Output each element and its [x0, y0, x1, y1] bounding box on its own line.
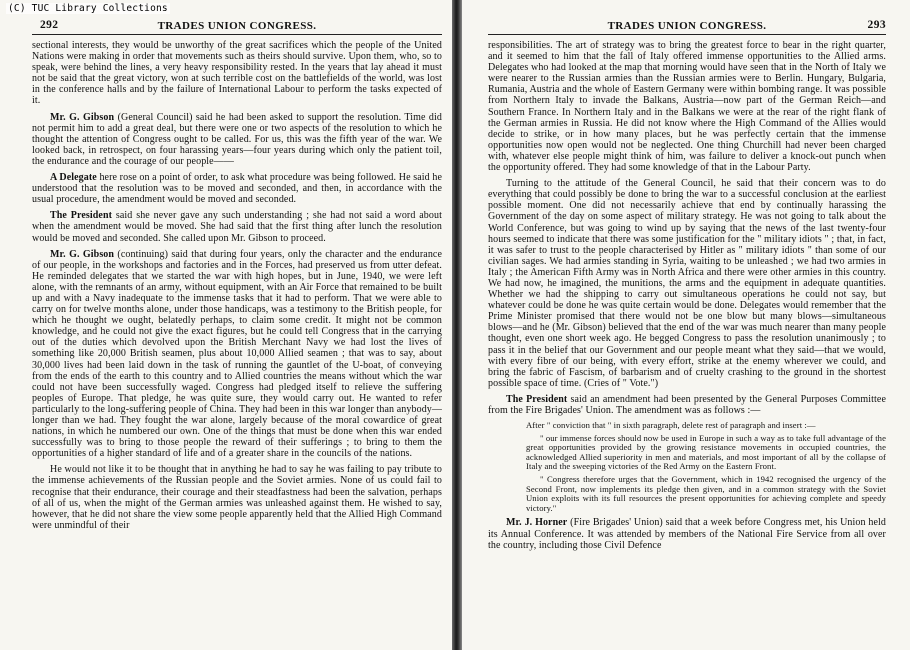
paragraph [32, 249, 442, 460]
left-page [0, 0, 452, 650]
paragraph-text: sectional interests, they would be unworthy of the great sacrifices which the people of the United Nations were making in order that movements such as theirs should survive. Upon them, who, so to speak, were behind the lines, a very heavy responsibility rested. In the years that lay ahead it must not be said that the great victory, won at such terrible cost on the battlefields of the world, was lost in the conference halls and by the failure of International Labour to perform the tasks expected of it. [32, 40, 442, 107]
paragraph [488, 178, 886, 389]
left-running-head: TRADES UNION CONGRESS. [157, 20, 317, 32]
speaker-name: A Delegate [50, 172, 97, 184]
paragraph [32, 464, 442, 531]
book-gutter [452, 0, 462, 650]
paragraph [32, 40, 442, 107]
left-page-body [32, 40, 442, 531]
paragraph-text: He would not like it to be thought that in anything he had to say he was failing to pay tribute to the immense achievements of the Russian people and the Soviet armies. None of us could fail to recognise that their endurance, their courage and their steadfastness had been the salvation, perhaps of all of us, when the might of the German armies was unleashed against them. He wished to say, however, that he did not share the view some people apparently held that the Allied High Command were unmindful of their [32, 464, 442, 531]
amendment-paragraph: " our immense forces should now be used in Europe in such a way as to take full advantage of the great opportunities provided by the growing resistance movements in occupied countries, the acknowledged Allied superiority in men and materials, and most important of all by the collapse of Italy and the sweeping victories of the Red Army on the Eastern Front. [526, 432, 886, 472]
paragraph-text: said she never gave any such understanding ; she had not said a word about when the amendment would be moved. She had said that the first thing after lunch the resolution would be moved and seconded. She called upon Mr. Gibson to proceed. [32, 210, 442, 244]
right-page-header [488, 14, 886, 35]
paragraph [32, 172, 442, 205]
right-page-number: 293 [867, 19, 886, 31]
copyright-watermark: (C) TUC Library Collections [8, 3, 168, 14]
paragraph-text: (General Council) said he had been asked to support the resolution. Time did not permit him to add a great deal, but there were one or two aspects of the resolution to which he thought the attention of Congress ought to be called. For us, this was the fifth year of the war. We looked back, in retrospect, on four harassing years—four years during which only the patient toil, the endurance and the courage of our people—— [32, 111, 442, 167]
paragraph [488, 517, 886, 550]
right-page-body [488, 40, 886, 416]
paragraph [32, 210, 442, 243]
left-page-header [32, 14, 442, 35]
speaker-name: Mr. G. Gibson [50, 248, 115, 260]
paragraph-text: here rose on a point of order, to ask what procedure was being followed. He said he understood that the resolution was to be moved and seconded, and then, in accordance with the usual procedure, the amendment would be moved and seconded. [32, 172, 442, 206]
speaker-name: Mr. J. Horner [506, 517, 568, 529]
paragraph [488, 394, 886, 416]
speaker-name: The President [506, 393, 568, 405]
right-running-head: TRADES UNION CONGRESS. [607, 20, 767, 32]
paragraph [32, 112, 442, 167]
amendment-text [526, 421, 886, 513]
speaker-name: The President [50, 210, 113, 222]
left-page-number: 292 [40, 19, 59, 31]
amendment-paragraph: After " conviction that " in sixth paragraph, delete rest of paragraph and insert :— [526, 420, 816, 431]
paragraph-text: (continuing) said that during four years, only the character and the endurance of our people, in the workshops and factories and in the Forces, had preserved us from utter defeat. He reminded delegates that we started the war with high hopes, but in June, 1940, we were left alone, with the remnants of an army, without equipment, with an Air Force that remained to be built up and with a Navy inadequate to the immense tasks that it had to perform. That we were able to carry on for twelve months alone, under those handicaps, was a testimony to the British people, for which he thought we ought, belatedly perhaps, to claim some credit. It might not be common knowledge, and he could not give the exact figures, but he could tell Congress that in the carrying out of the duties which devolved upon the British Merchant Navy we had lost the lives of something like 20,000 British seamen, plus about 10,000 Allied seamen ; that was to say, about 30,000 lives had been laid down in the task of running the gauntlet of the U-boat, of conveying from the ends of the earth to this country and to Allied countries the means without which the war could not have been successfully waged. Congress had pledged itself to relieve the suffering peoples of Europe. That pledge, he was quite sure, they would carry out. He wanted to refer particularly to the long-suffering people of China. They had been in this war longer than anybody—longer than we had. They fought the war alone, largely because of the moral cowardice of great nations, in which he numbered our own. One of the things that must be done when this war ended successfully was to bring to those people the reward of their sufferings ; to bring to them the opportunities of a higher standard of life and of a greater share in the councils of the nations. [32, 248, 443, 460]
paragraph-text: (Fire Brigades' Union) said that a week before Congress met, his Union held its Annual Conference. It was attended by members of the National Fire Service from all over the country, including those Civil Defence [488, 517, 886, 551]
speaker-name: Mr. G. Gibson [50, 111, 115, 123]
right-page-body-continued [488, 517, 886, 550]
paragraph [488, 40, 886, 173]
paragraph-text: responsibilities. The art of strategy was to bring the greatest force to bear in the right quarter, and it seemed to him that the fall of Italy offered immense opportunities to the Allied arms. Delegates who had looked at the map that morning would have seen that in the North of Italy we were nearer to the Russian armies than the Russian armies were to Berlin. Hungary, Bulgaria, Rumania, Austria and the whole of Eastern Germany were within bombing range. It was possible from Northern Italy to invade the Balkans, Austria—now part of the German Reich—and Southern France. In Northern Italy and in the Balkans we were at the rear of the right flank of the German armies in Russia. He did not know where the High Command of the Allies would decide to strike, or in how many places, but he was perfectly certain that the immense opportunities now open would not be neglected. One thing Churchill had never been charged with, whatever else people might think of him, was failure to deliver a knock-out punch when the opportunity offered. They had some knowledge of that in the Labour Party. [488, 40, 886, 174]
paragraph-text: said an amendment had been presented by the General Purposes Committee from the Fire Brigades' Union. The amendment was as follows :— [488, 393, 887, 416]
right-page [462, 0, 910, 650]
amendment-paragraph: " Congress therefore urges that the Government, which in 1942 recognised the urgency of the Second Front, now implements its pledge then given, and in a common strategy with the Soviet Union exploits with its full resources the present opportunities for achieving complete and speedy victory." [526, 474, 886, 513]
paragraph-text: Turning to the attitude of the General Council, he said that their concern was to do everything that could possibly be done to bring the war to a successful conclusion at the earliest possible moment. One did not necessarily achieve that end by continually harassing the Government of the day on some aspect of military strategy. He was not going to talk about the World Conference, but was going to wind up by saying that the news of the last twenty-four hours seemed to indicate that there was some justification for the " military idiots " ; that, in fact, it was safer to trust to the people characterised by Hitler as " military idiots " than some of our civilian sages. We had armies standing in Syria, waiting to be unleashed ; we had two armies in Italy ; the American Fifth Army was in North Africa and there were other armies in this country. We had now, he imagined, the munitions, the arms and the equipment in adequate quantities. Whether we had the shipping to carry out simultaneous operations he could not say, but whatever could be done he was quite certain would be done. Delegates would remember that the Prime Minister promised that there would not be one blow but many blows—simultaneous blows—and he (Mr. Gibson) believed that the end of the war was much nearer than many people thought, even one short week ago. He begged Congress to pass the resolution unanimously ; to pass it in the belief that our Government and our people meant what they said—that we would, with every fibre of our being, with every effort, strike at the enemy wherever we could, and bring the fabric of Fascism, of barbarism and of cruelty crashing to the ground in the shortest possible space of time. (Cries of " Vote.") [488, 178, 886, 389]
